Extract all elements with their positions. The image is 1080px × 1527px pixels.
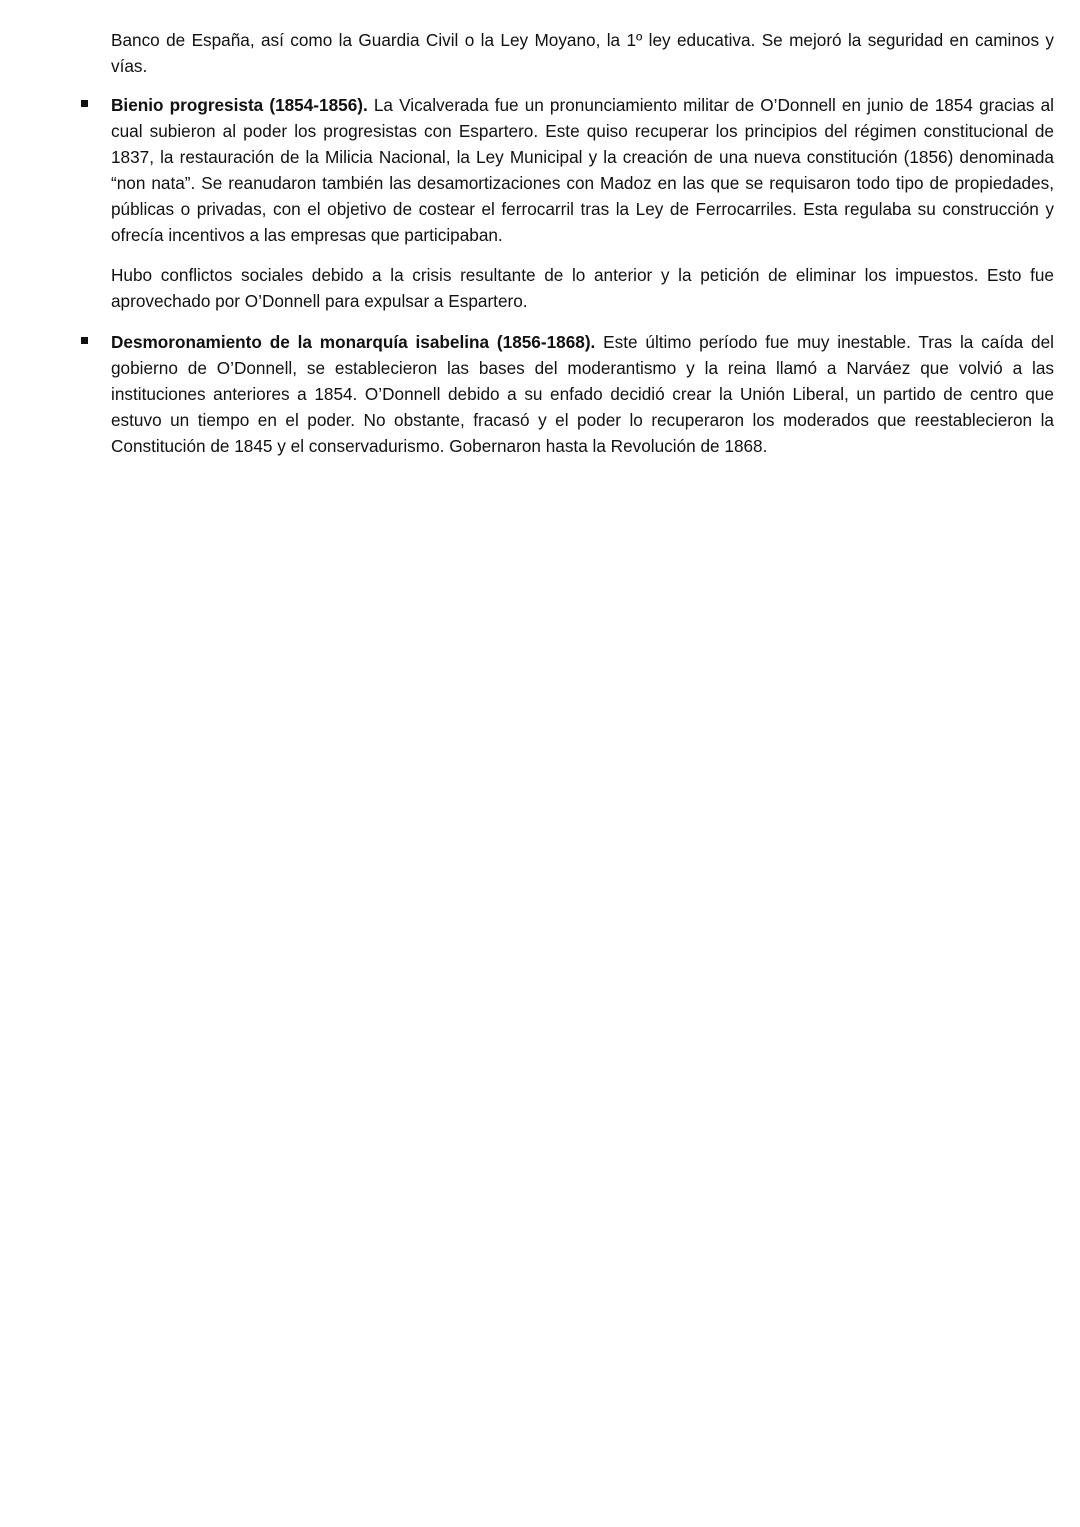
section-heading: Bienio progresista (1854-1856).: [111, 95, 368, 115]
bullet-square-icon: [81, 337, 88, 344]
bullet-square-icon: [81, 100, 88, 107]
section-bienio-progresista: [111, 92, 1054, 248]
section-body: La Vicalverada fue un pronunciamiento militar de O’Donnell en junio de 1854 gracias al cual subieron al poder los progresistas con Espartero. Este quiso recuperar los principios del régimen constitucional de 1837, la restauración de la Milicia Nacional, la Ley Municipal y la creación de una nueva constitución (1856) denominada “non nata”. Se reanudaron también las desamortizaciones con Madoz en las que se requisaron todo tipo de propiedades, públicas o privadas, con el objetivo de costear el ferrocarril tras la Ley de Ferrocarriles. Esta regulaba su construcción y ofrecía incentivos a las empresas que participaban.: [111, 95, 1054, 245]
intro-paragraph: Banco de España, así como la Guardia Civil o la Ley Moyano, la 1º ley educativa. Se mejoró la seguridad en caminos y vías.: [111, 30, 1054, 76]
section-body: Este último período fue muy inestable. Tras la caída del gobierno de O’Donnell, se establecieron las bases del moderantismo y la reina llamó a Narváez que volvió a las instituciones anteriores a 1854. O’Donnell debido a su enfado decidió crear la Unión Liberal, un partido de centro que estuvo un tiempo en el poder. No obstante, fracasó y el poder lo recuperaron los moderados que reestablecieron la Constitución de 1845 y el conservadurismo. Gobernaron hasta la Revolución de 1868.: [111, 332, 1054, 456]
section-heading: Desmoronamiento de la monarquía isabelina (1856-1868).: [111, 332, 596, 352]
section-desmoronamiento: [111, 329, 1054, 459]
section-extra-paragraph: Hubo conflictos sociales debido a la crisis resultante de lo anterior y la petición de eliminar los impuestos. Esto fue aprovechado por O’Donnell para expulsar a Espartero.: [111, 265, 1054, 311]
